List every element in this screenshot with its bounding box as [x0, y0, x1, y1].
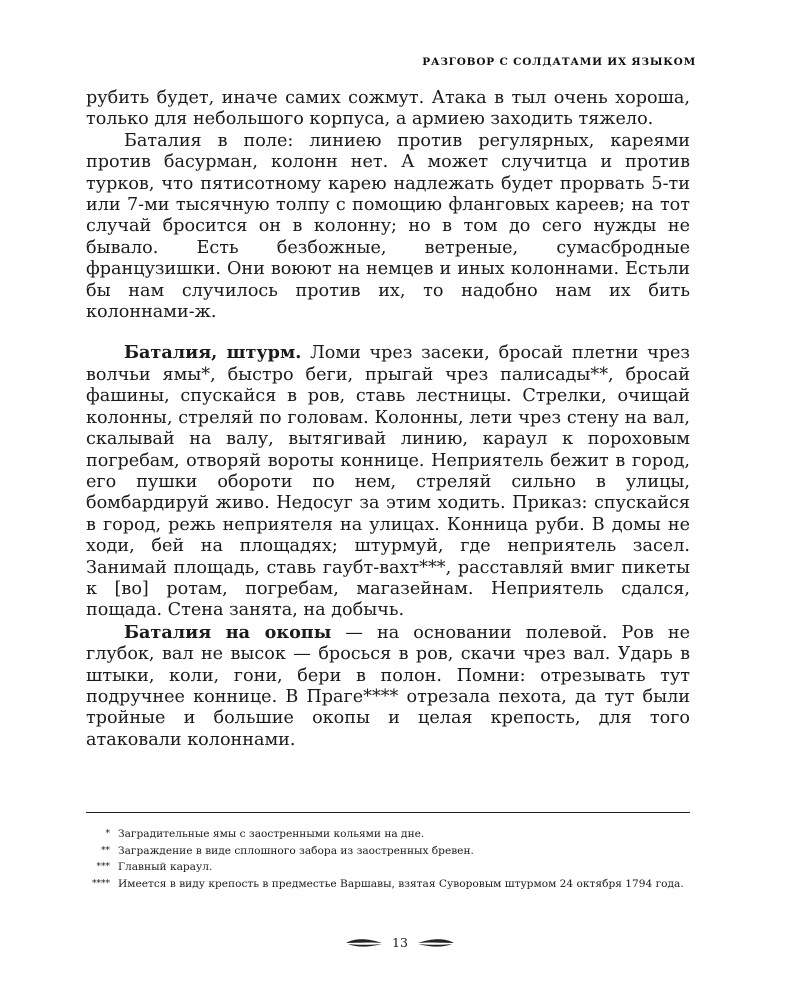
trench-heading: Баталия на окопы — [124, 621, 332, 643]
page-number: 13 — [392, 935, 408, 950]
footnote-mark: *** — [96, 862, 110, 873]
footnote-mark: ** — [101, 845, 110, 856]
trench-text: — на основании полевой. Ров не глубок, вал не высок — бросься в ров, скачи чрез вал. Ударь в штыки, коли, гони, бери в полон. Помни: отрезывать тут подручнее коннице. В Праге**** отрезала пехота, да тут были тройные и большие окопы и целая крепость, для того атаковали колоннами. — [86, 622, 690, 750]
paragraph-continuation: рубить будет, иначе самих сожмут. Атака в тыл очень хороша, только для небольшого корпуса, а армиею заходить тяжело. — [86, 88, 690, 130]
footnotes — [86, 826, 690, 892]
paragraph-storm — [86, 342, 690, 621]
feather-ornament-icon — [416, 937, 456, 949]
feather-ornament-icon — [344, 937, 384, 949]
main-text — [86, 88, 690, 751]
footnote-text: Имеется в виду крепость в предместье Варшавы, взятая Суворовым штурмом 24 октября 1794 года. — [118, 877, 684, 890]
storm-heading: Баталия, штурм. — [124, 342, 302, 364]
running-head: РАЗГОВОР С СОЛДАТАМИ ИХ ЯЗЫКОМ — [422, 56, 696, 68]
footnote — [86, 826, 690, 843]
footnote-text: Заграждение в виде сплошного забора из заостренных бревен. — [118, 844, 474, 857]
footnote-rule — [86, 812, 690, 813]
paragraph-trenches — [86, 622, 690, 751]
footnote-mark: * — [105, 829, 110, 839]
footnote — [86, 843, 690, 860]
page-folio — [0, 935, 800, 950]
footnote-mark: **** — [92, 878, 110, 889]
footnote-text: Главный караул. — [118, 861, 213, 874]
footnote — [86, 859, 690, 876]
paragraph-field-battle: Баталия в поле: линиею против регулярных, кареями против басурман, колонн нет. А может случитца и против турков, что пятисотному карею надлежать будет прорвать 5-ти или 7-ми тысячную толпу с помощию фланговых кареев; на тот случай бросится он в колонну; но в том до сего нужды не бывало. Есть безбожные, ветреные, сумасбродные французишки. Они воюют на немцев и иных колоннами. Естьли бы нам случилось против их, то надобно нам их бить колоннами-ж. — [86, 130, 690, 323]
footnote — [86, 876, 690, 893]
storm-text: Ломи чрез засеки, бросай плетни чрез волчьи ямы*, быстро беги, прыгай чрез палисады**, бросай фашины, спускайся в ров, ставь лестницы. Стрелки, очищай колонны, стреляй по головам. Колонны, лети чрез стену на вал, скалывай на валу, вытягивай линию, караул к пороховым погребам, отворяй вороты коннице. Неприятель бежит в город, его пушки обороти по нем, стреляй сильно в улицы, бомбардируй живо. Недосуг за этим ходить. Приказ: спускайся в город, режь неприятеля на улицах. Конница руби. В домы не ходи, бей на площадях; штурмуй, где неприятель засел. Занимай площадь, ставь гаубт-вахт***, расставляй вмиг пикеты к [во] ротам, погребам, магазейнам. Неприятель сдался, пощада. Стена занята, на добычь. — [86, 343, 690, 621]
footnote-text: Заградительные ямы с заостренными кольями на дне. — [118, 828, 425, 840]
